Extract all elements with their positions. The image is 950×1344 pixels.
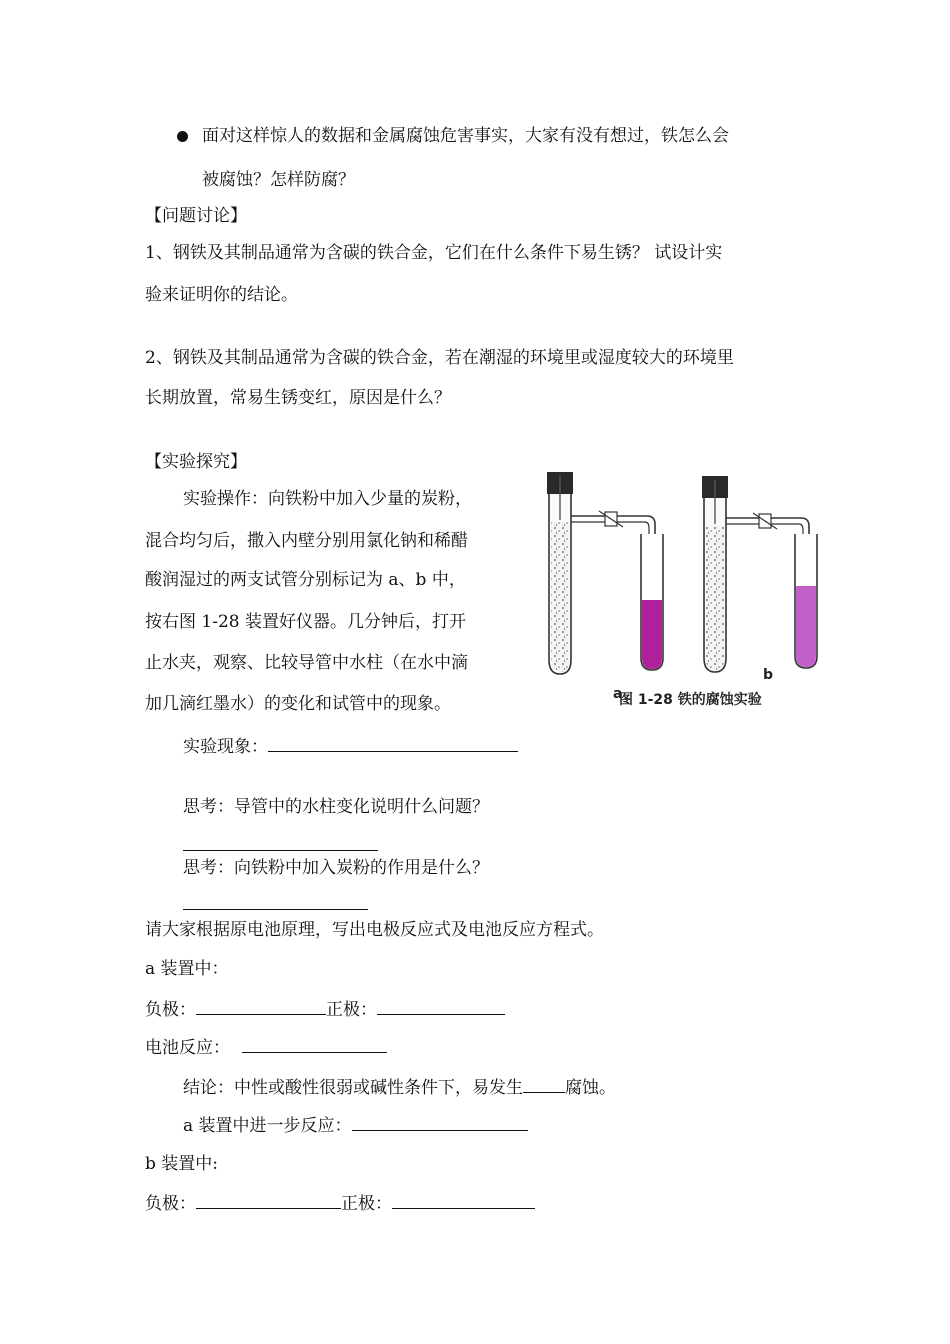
iron-powder-a bbox=[551, 522, 569, 672]
operation-line-4: 按右图 1-28 装置好仪器。几分钟后，打开 bbox=[145, 612, 466, 632]
think-2-answer-blank[interactable] bbox=[183, 891, 368, 910]
conclusion-blank[interactable] bbox=[523, 1074, 565, 1093]
figure-caption: 图 1-28 铁的腐蚀实验 bbox=[619, 692, 762, 708]
think-1-answer-row bbox=[183, 832, 378, 858]
discussion-heading: 【问题讨论】 bbox=[145, 206, 247, 226]
positive-electrode-a-blank[interactable] bbox=[377, 996, 505, 1015]
think-2: 思考：向铁粉中加入炭粉的作用是什么？ bbox=[183, 858, 489, 878]
phenomenon-answer-blank[interactable] bbox=[268, 733, 518, 752]
question-1-line-1: 1、钢铁及其制品通常为含碳的铁合金，它们在什么条件下易生锈？ 试设计实 bbox=[145, 243, 723, 263]
operation-line-5: 止水夹，观察、比较导管中水柱（在水中滴 bbox=[145, 653, 468, 673]
negative-electrode-b-blank[interactable] bbox=[196, 1190, 341, 1209]
a-further-blank[interactable] bbox=[352, 1112, 528, 1131]
red-water-a bbox=[642, 600, 662, 669]
positive-electrode-b-label: 正极： bbox=[341, 1194, 392, 1214]
apparatus-a bbox=[547, 472, 663, 702]
conclusion-row bbox=[183, 1074, 616, 1100]
cell-reaction-label: 电池反应： bbox=[145, 1038, 230, 1058]
iron-powder-b bbox=[706, 526, 724, 670]
think-1-answer-blank[interactable] bbox=[183, 832, 378, 851]
negative-electrode-b-label: 负极： bbox=[145, 1194, 196, 1214]
intro-line-1: 面对这样惊人的数据和金属腐蚀危害事实，大家有没有想过，铁怎么会 bbox=[202, 126, 729, 146]
experiment-heading: 【实验探究】 bbox=[145, 452, 247, 472]
cell-reaction-row bbox=[145, 1034, 387, 1060]
battery-instruction: 请大家根据原电池原理，写出电极反应式及电池反应方程式。 bbox=[145, 920, 604, 940]
device-b-heading: b 装置中: bbox=[145, 1154, 219, 1174]
label-a: a bbox=[613, 686, 623, 702]
device-b-electrodes-row bbox=[145, 1190, 535, 1216]
conclusion-text: 结论：中性或酸性很弱或碱性条件下，易发生 bbox=[183, 1078, 523, 1098]
apparatus-b bbox=[702, 476, 817, 683]
negative-electrode-label: 负极： bbox=[145, 1000, 196, 1020]
think-2-answer-row bbox=[183, 891, 368, 917]
phenomenon-label: 实验现象： bbox=[183, 737, 268, 757]
operation-line-6: 加几滴红墨水）的变化和试管中的现象。 bbox=[145, 694, 451, 714]
bullet-icon bbox=[177, 131, 188, 142]
phenomenon-row bbox=[183, 733, 518, 759]
conclusion-suffix: 腐蚀。 bbox=[565, 1078, 616, 1098]
positive-electrode-label: 正极： bbox=[326, 1000, 377, 1020]
device-a-heading: a 装置中： bbox=[145, 959, 229, 979]
question-2-line-1: 2、钢铁及其制品通常为含碳的铁合金，若在潮湿的环境里或湿度较大的环境里 bbox=[145, 348, 734, 368]
operation-line-2: 混合均匀后，撒入内壁分别用氯化钠和稀醋 bbox=[145, 531, 468, 551]
operation-line-3: 酸润湿过的两支试管分别标记为 a、b 中， bbox=[145, 570, 466, 590]
a-further-label: a 装置中进一步反应： bbox=[183, 1116, 352, 1136]
red-water-b bbox=[796, 586, 816, 667]
intro-line-2: 被腐蚀？怎样防腐？ bbox=[202, 170, 355, 190]
corrosion-experiment-figure bbox=[537, 462, 837, 717]
question-2-line-2: 长期放置，常易生锈变红，原因是什么？ bbox=[145, 388, 451, 408]
question-1-line-2: 验来证明你的结论。 bbox=[145, 285, 298, 305]
label-b: b bbox=[763, 667, 774, 683]
think-1: 思考：导管中的水柱变化说明什么问题？ bbox=[183, 797, 489, 817]
cell-reaction-blank[interactable] bbox=[242, 1034, 387, 1053]
a-further-row bbox=[183, 1112, 528, 1138]
operation-line-1: 实验操作：向铁粉中加入少量的炭粉， bbox=[183, 489, 472, 509]
negative-electrode-a-blank[interactable] bbox=[196, 996, 326, 1015]
device-a-electrodes-row bbox=[145, 996, 505, 1022]
positive-electrode-b-blank[interactable] bbox=[392, 1190, 535, 1209]
